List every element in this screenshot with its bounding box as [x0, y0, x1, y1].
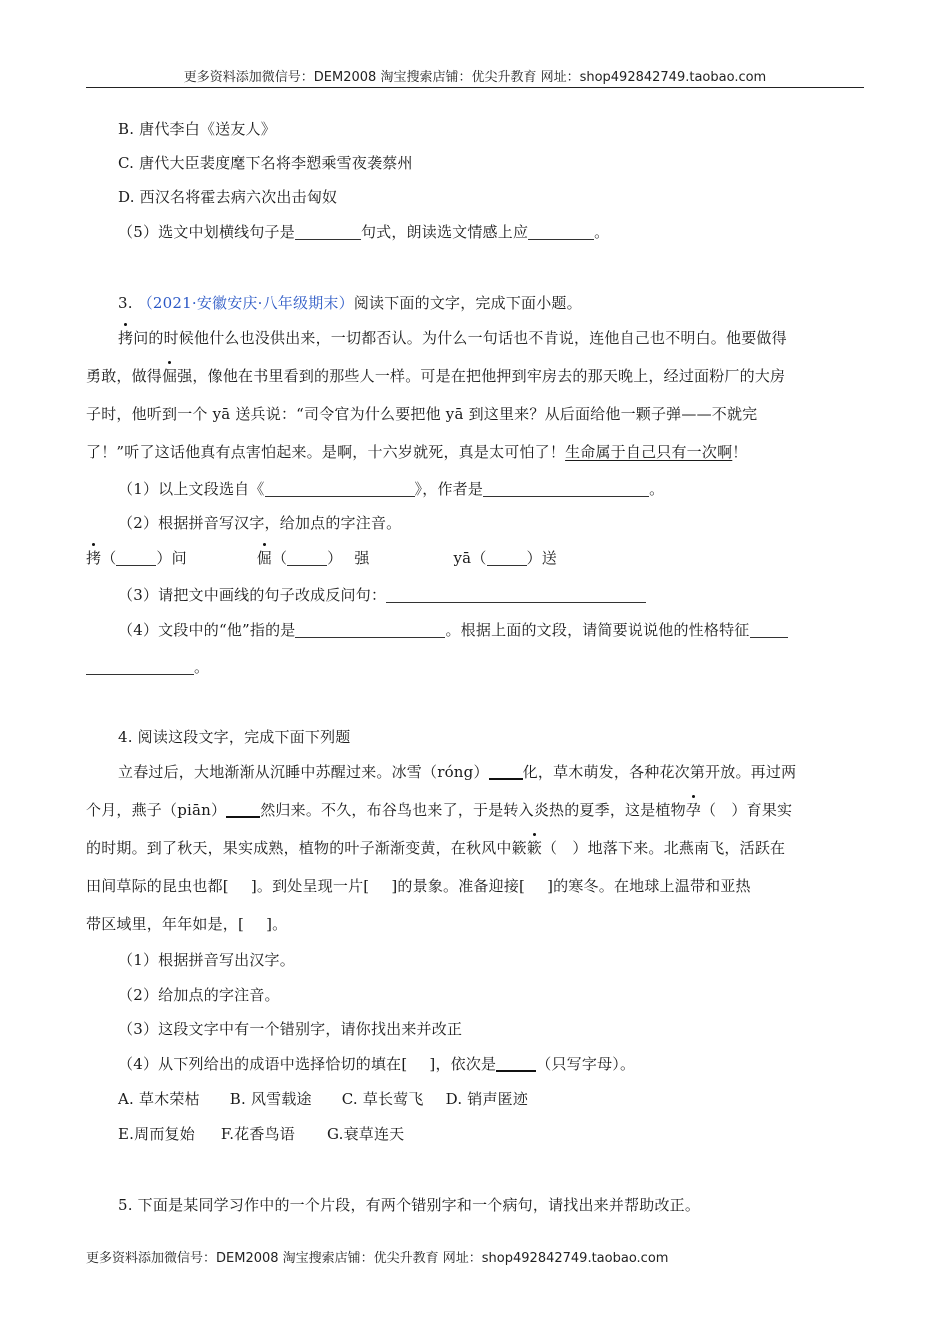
q2-sub5	[118, 222, 864, 242]
q2-sub5-text-b: 句式，朗读选文情感上应	[360, 223, 529, 241]
header-rule	[86, 87, 864, 88]
q4-passage-text: ]的寒冬。在地球上温带和亚热	[547, 877, 751, 895]
q3-paren-open: （	[101, 549, 117, 567]
q4-passage-text: 的时期。到了秋天，果实成熟，植物的叶子渐渐变黄，在秋风中簌	[86, 839, 527, 857]
q3-paren-close: ）	[526, 549, 542, 567]
q3-dotted-char-jue: 倔	[162, 367, 178, 385]
q3-passage-text: 强，像他在书里看到的那些人一样。可是在把他押到牢房去的那天晚上，经过面粉厂的大房	[177, 367, 786, 385]
q2-sub5-text-c: 。	[594, 223, 610, 241]
q2-option-c: C. 唐代大臣裴度麾下名将李愬乘雪夜袭蔡州	[118, 154, 413, 172]
q3-fill-char-jue: 倔	[256, 549, 272, 567]
q3-underlined-sentence: 生命属于自己只有一次啊	[565, 443, 733, 461]
q3-source: （2021·安徽安庆·八年级期末）	[137, 294, 354, 312]
q3-number: 3.	[118, 294, 133, 312]
q3-fill-char-kao: 拷	[86, 549, 102, 567]
q3-dotted-char-kao: 拷	[118, 329, 134, 347]
q4-options-row-1	[118, 1089, 864, 1109]
q3-sub1	[118, 479, 864, 499]
q2-sub5-blank-1[interactable]	[295, 223, 361, 240]
q3-paren-close: ）	[156, 549, 172, 567]
q3-sub1-text: 》，作者是	[414, 480, 484, 498]
q4-passage-text: （ ）育果实	[701, 801, 793, 819]
q3-sub1-text: （1）以上文段选自《	[118, 480, 265, 498]
q4-dotted-char-su: 簌	[526, 839, 543, 857]
q4-passage-text: ]的景象。准备迎接[	[391, 877, 526, 895]
q3-passage-line-3: 子时，他听到一个 yā 送兵说：“司令官为什么要把他 yā 到这里来？从后面给他一颗子弹——不就完	[86, 405, 758, 423]
q3-fill-pinyin-ya: yā	[453, 549, 472, 567]
q4-option-e: E.周而复始	[118, 1125, 195, 1143]
q2-sub5-text-a: （5）选文中划横线句子是	[118, 223, 295, 241]
q4-passage-line-5	[86, 914, 864, 934]
q4-option-g: G.衰草连天	[326, 1125, 405, 1143]
q3-paren-open: （	[471, 549, 487, 567]
q3-sub4-blank-trait-2[interactable]	[86, 658, 194, 675]
q3-sub3	[118, 585, 864, 605]
q3-sub1-text: 。	[649, 480, 665, 498]
q4-sub4-blank[interactable]	[496, 1054, 536, 1072]
q2-option-d: D. 西汉名将霍去病六次出击匈奴	[118, 188, 338, 206]
q3-sub4-continued	[86, 657, 864, 677]
q4-sub4	[118, 1054, 864, 1074]
q3-sub4-blank-who[interactable]	[295, 621, 445, 638]
q4-sub4-text: （4）从下列给出的成语中选择恰切的填在[	[118, 1055, 408, 1073]
q4-passage-text: ]。到处呈现一片[	[250, 877, 370, 895]
q3-passage-line-4	[86, 442, 864, 462]
q3-paren-close: ）	[327, 549, 343, 567]
q3-passage-text: 勇敢，做得	[86, 367, 163, 385]
q3-instruction: 阅读下面的文字，完成下面小题。	[353, 294, 582, 312]
q4-passage-text: 田间草际的昆虫也都[	[86, 877, 229, 895]
q4-passage-line-3	[86, 838, 864, 858]
q4-sub4-text: ]，依次是	[429, 1055, 497, 1073]
q3-fill-after-3: 送	[541, 549, 557, 567]
q2-sub5-blank-2[interactable]	[528, 223, 594, 240]
q3-heading	[118, 293, 864, 313]
q4-sub1: （1）根据拼音写出汉字。	[118, 951, 295, 969]
q3-sub2: （2）根据拼音写汉字，给加点的字注音。	[118, 514, 402, 532]
page-header: 更多资料添加微信号：DEM2008 淘宝搜索店铺：优尖升教育 网址：shop492842749.taobao.com	[183, 70, 767, 85]
q3-sub2-fill-row	[86, 548, 864, 568]
q4-sub2: （2）给加点的字注音。	[118, 986, 280, 1004]
q3-passage-text: 了！”听了这话他真有点害怕起来。是啊，十六岁就死，真是太可怕了！	[86, 443, 566, 461]
q4-title: 4. 阅读这段文字，完成下面下列题	[118, 728, 351, 746]
q3-fill-after-1: 问	[171, 549, 187, 567]
q3-passage-text: ！	[732, 443, 748, 461]
q4-option-c: C. 草长莺飞	[341, 1090, 424, 1108]
q4-sub3: （3）这段文字中有一个错别字，请你找出来并改正	[118, 1020, 463, 1038]
q4-passage-text: ]。	[266, 915, 288, 933]
q4-passage-line-2	[86, 800, 864, 820]
q3-sub4	[118, 620, 864, 640]
q3-passage-line-1	[118, 328, 864, 348]
q4-passage-line-1	[118, 762, 864, 782]
q3-sub3-text: （3）请把文中画线的句子改成反问句：	[118, 586, 387, 604]
q3-sub4-text: （4）文段中的“他”指的是	[118, 621, 296, 639]
q4-passage-text: 立春过后，大地渐渐从沉睡中苏醒过来。冰雪（róng）	[118, 763, 489, 781]
q4-blank-rong[interactable]	[489, 762, 523, 780]
q3-passage-text: 问的时候他什么也没供出来，一切都否认。为什么一句话也不肯说，连他自己也不明白。他要做得	[133, 329, 787, 347]
q3-sub4-text: 。根据上面的文段，请简要说说他的性格特征	[445, 621, 750, 639]
q4-dotted-char-yun: 孕	[685, 801, 702, 819]
q3-passage-line-2	[86, 366, 864, 386]
q4-passage-text: 化，草木萌发，各种花次第开放。再过两	[522, 763, 797, 781]
q4-passage-line-4	[86, 876, 864, 896]
q4-option-b: B. 风雪载途	[229, 1090, 312, 1108]
page-footer: 更多资料添加微信号：DEM2008 淘宝搜索店铺：优尖升教育 网址：shop492842749.taobao.com	[86, 1251, 669, 1266]
q4-option-d: D. 销声匿迹	[445, 1090, 529, 1108]
q3-sub1-blank-book[interactable]	[265, 480, 415, 497]
q4-option-a: A. 草木荣枯	[118, 1090, 200, 1108]
q4-passage-text: 然归来。不久，布谷鸟也来了，于是转入炎热的夏季，这是植物	[260, 801, 686, 819]
q4-passage-text: （ ）地落下来。北燕南飞，活跃在	[542, 839, 786, 857]
q3-fill-blank-2[interactable]	[287, 549, 327, 566]
q5-title: 5. 下面是某同学习作中的一个片段，有两个错别字和一个病句，请找出来并帮助改正。	[118, 1196, 701, 1214]
q3-fill-after-2: 强	[354, 549, 370, 567]
q2-option-b: B. 唐代李白《送友人》	[118, 120, 276, 138]
q4-option-f: F.花香鸟语	[220, 1125, 295, 1143]
q3-sub4-text: 。	[194, 658, 210, 676]
q4-sub4-text: （只写字母）。	[536, 1055, 636, 1073]
q3-sub1-blank-author[interactable]	[483, 480, 649, 497]
q3-sub3-blank[interactable]	[386, 586, 646, 603]
q4-options-row-2	[118, 1124, 864, 1144]
q4-passage-text: 个月，燕子（piān）	[86, 801, 227, 819]
q3-sub4-blank-trait[interactable]	[750, 621, 788, 638]
q3-fill-blank-3[interactable]	[487, 549, 527, 566]
q3-fill-blank-1[interactable]	[116, 549, 156, 566]
q4-blank-pian[interactable]	[226, 800, 260, 818]
q3-paren-open: （	[271, 549, 288, 567]
q4-passage-text: 带区域里，年年如是，[	[86, 915, 245, 933]
